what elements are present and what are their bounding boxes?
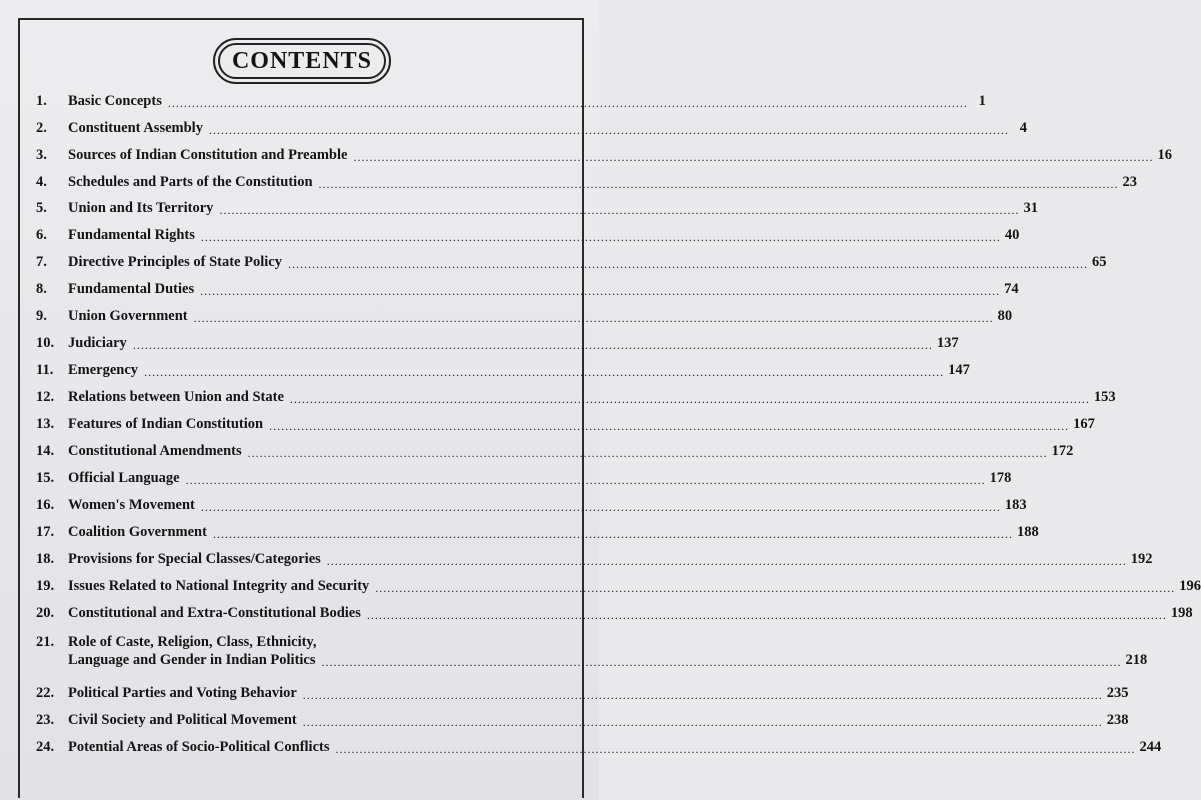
toc-entry[interactable]: [36, 496, 1027, 514]
toc-entry[interactable]: [36, 92, 986, 110]
toc-entry[interactable]: [36, 415, 1095, 433]
toc-entry[interactable]: [36, 226, 1020, 244]
toc-entry-number: 14.: [36, 443, 55, 459]
toc-entry-number: 23.: [36, 712, 55, 728]
toc-entry-page-number: 65: [1091, 254, 1107, 270]
toc-entry-title: Civil Society and Political Movement: [68, 712, 297, 728]
toc-entry[interactable]: [36, 469, 1012, 487]
toc-entry-number: 20.: [36, 605, 55, 621]
toc-entry[interactable]: [36, 633, 1148, 669]
toc-entry-title: Coalition Government: [68, 524, 207, 540]
toc-entry-page-number: 188: [1016, 524, 1039, 540]
dot-leader: [303, 688, 1103, 702]
toc-entry[interactable]: [36, 199, 1038, 217]
toc-entry-page-number: 40: [1004, 227, 1020, 243]
toc-entry[interactable]: [36, 307, 1013, 325]
toc-entry-page-number: 31: [1023, 200, 1038, 216]
toc-entry[interactable]: [36, 523, 1039, 541]
toc-entry-number: 2.: [36, 120, 47, 136]
toc-entry-page-number: 178: [989, 470, 1012, 486]
toc-entry-number: 5.: [36, 200, 47, 216]
toc-entry-page-number: 1: [978, 93, 986, 109]
toc-entry-page-number: 153: [1093, 389, 1116, 405]
toc-entry-title: Basic Concepts: [68, 93, 162, 109]
toc-entry-number: 17.: [36, 524, 55, 540]
toc-entry[interactable]: [36, 146, 1172, 164]
toc-entry-title: Union Government: [68, 308, 188, 324]
toc-entry-title: Schedules and Parts of the Constitution: [68, 174, 313, 190]
dot-leader: [133, 338, 933, 352]
toc-entry-title: Sources of Indian Constitution and Preamble: [68, 147, 348, 163]
toc-entry-page-number: 74: [1004, 281, 1019, 297]
contents-heading: CONTENTS: [218, 43, 386, 79]
toc-entry-number: 22.: [36, 685, 55, 701]
toc-entry[interactable]: [36, 442, 1074, 460]
toc-entry-title: Women's Movement: [68, 497, 195, 513]
toc-entry-title: Potential Areas of Socio-Political Conflicts: [68, 739, 330, 755]
toc-entry-page-number: 137: [936, 335, 959, 351]
toc-entry[interactable]: [36, 550, 1153, 568]
dot-leader: [200, 284, 1000, 298]
dot-leader: [336, 742, 1136, 756]
toc-entry-title: Issues Related to National Integrity and Security: [68, 578, 370, 594]
dot-leader: [288, 257, 1088, 271]
dot-leader: [219, 203, 1019, 217]
dot-leader: [327, 554, 1127, 568]
dot-leader: [290, 392, 1090, 406]
toc-entry-title: Constitutional and Extra-Constitutional Bodies: [68, 605, 361, 621]
toc-entry-number: 7.: [36, 254, 47, 270]
toc-entry-number: 18.: [36, 551, 55, 567]
toc-entry-title: Relations between Union and State: [68, 389, 284, 405]
dot-leader: [209, 123, 1009, 137]
toc-entry-number: 3.: [36, 147, 47, 163]
toc-entry-page-number: 167: [1073, 416, 1095, 432]
toc-entry[interactable]: [36, 388, 1116, 406]
toc-entry-number: 6.: [36, 227, 47, 243]
toc-entry-page-number: 198: [1170, 605, 1193, 621]
toc-entry-number: 16.: [36, 497, 55, 513]
dot-leader: [375, 581, 1175, 595]
dot-leader: [269, 419, 1069, 433]
dot-leader: [248, 446, 1048, 460]
toc-entry-title: Provisions for Special Classes/Categories: [68, 551, 321, 567]
toc-entry[interactable]: [36, 684, 1129, 702]
dot-leader: [186, 473, 986, 487]
toc-entry-title: Union and Its Territory: [68, 200, 214, 216]
toc-entry-number: 24.: [36, 739, 55, 755]
toc-entry-page-number: 218: [1125, 652, 1148, 668]
toc-entry[interactable]: [36, 280, 1019, 298]
toc-entry-page-number: 147: [948, 362, 970, 378]
toc-entry-page-number: 16: [1157, 147, 1172, 163]
toc-entry-number: 12.: [36, 389, 55, 405]
toc-entry-title: Fundamental Rights: [68, 227, 195, 243]
toc-entry-number: 21.: [36, 634, 55, 650]
toc-entry-number: 9.: [36, 308, 47, 324]
toc-entry-number: 10.: [36, 335, 55, 351]
toc-entry-title: Directive Principles of State Policy: [68, 254, 282, 270]
dot-leader: [322, 655, 1122, 669]
dot-leader: [168, 96, 968, 110]
toc-entry-title: Constituent Assembly: [68, 120, 203, 136]
toc-entry-page-number: 196: [1179, 578, 1201, 594]
toc-entry[interactable]: [36, 253, 1107, 271]
toc-entry[interactable]: [36, 604, 1193, 622]
toc-entry-page-number: 192: [1130, 551, 1153, 567]
toc-entry-page-number: 235: [1106, 685, 1129, 701]
toc-entry-number: 19.: [36, 578, 55, 594]
toc-entry[interactable]: [36, 711, 1129, 729]
toc-entry-page-number: 23: [1122, 174, 1138, 190]
dot-leader: [144, 365, 944, 379]
toc-entry-number: 15.: [36, 470, 55, 486]
dot-leader: [201, 500, 1001, 514]
dot-leader: [319, 177, 1119, 191]
toc-entry-page-number: 244: [1139, 739, 1162, 755]
toc-entry-page-number: 238: [1106, 712, 1129, 728]
toc-entry-number: 1.: [36, 93, 47, 109]
toc-entry-page-number: 172: [1051, 443, 1074, 459]
toc-entry-page-number: 183: [1004, 497, 1027, 513]
toc-entry[interactable]: [36, 173, 1138, 191]
toc-entry-title: Political Parties and Voting Behavior: [68, 685, 297, 701]
toc-entry[interactable]: [36, 334, 959, 352]
toc-entry[interactable]: [36, 361, 970, 379]
dot-leader: [201, 230, 1001, 244]
contents-heading-box: [213, 38, 391, 84]
toc-entry-title: Judiciary: [68, 335, 127, 351]
toc-entry-page-number: 80: [997, 308, 1013, 324]
dot-leader: [303, 715, 1103, 729]
toc-entry-number: 8.: [36, 281, 47, 297]
toc-entry-title: Role of Caste, Religion, Class, Ethnicity,: [68, 634, 317, 650]
toc-entry-page-number: 4: [1019, 120, 1027, 136]
toc-entry-title-continued: Language and Gender in Indian Politics: [68, 652, 316, 668]
toc-entry-number: 11.: [36, 362, 54, 378]
toc-entry-title: Constitutional Amendments: [68, 443, 242, 459]
dot-leader: [367, 608, 1167, 622]
toc-entry-title: Emergency: [68, 362, 139, 378]
toc-entry-title: Official Language: [68, 470, 180, 486]
dot-leader: [213, 527, 1013, 541]
toc-entry-title: Fundamental Duties: [68, 281, 195, 297]
dot-leader: [353, 150, 1153, 164]
toc-entry-title: Features of Indian Constitution: [68, 416, 264, 432]
dot-leader: [194, 311, 994, 325]
toc-entry[interactable]: [36, 738, 1162, 756]
toc-entry[interactable]: [36, 119, 1027, 137]
toc-entry-number: 13.: [36, 416, 55, 432]
toc-entry-number: 4.: [36, 174, 47, 190]
toc-entry[interactable]: [36, 577, 1201, 595]
